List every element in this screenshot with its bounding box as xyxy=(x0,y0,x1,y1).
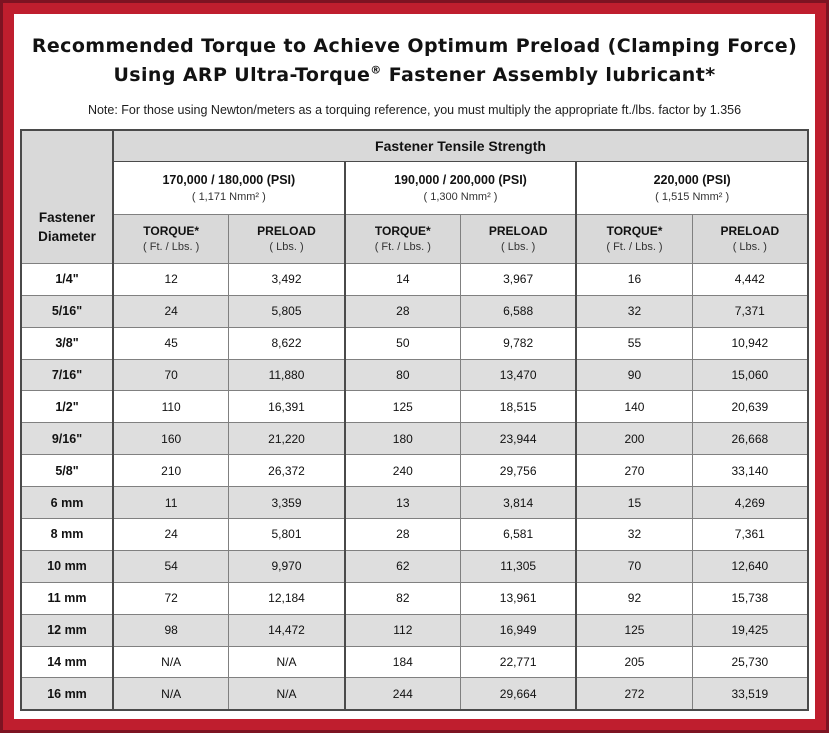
preload-cell: 12,184 xyxy=(229,582,345,614)
torque-cell: 16 xyxy=(576,263,692,295)
torque-cell: 70 xyxy=(113,359,229,391)
title-line-1: Recommended Torque to Achieve Optimum Preload (Clamping Force) xyxy=(31,35,798,57)
table-row xyxy=(21,295,808,327)
torque-preload-header-row xyxy=(21,214,808,263)
torque-cell: 32 xyxy=(576,519,692,551)
preload-cell: 11,305 xyxy=(460,550,576,582)
preload-cell: 15,738 xyxy=(692,582,808,614)
torque-cell: 13 xyxy=(345,487,461,519)
preload-cell: 3,967 xyxy=(460,263,576,295)
torque-cell: 98 xyxy=(113,614,229,646)
fastener-diameter-header: Fastener Diameter xyxy=(21,130,113,264)
title-line-2: Using ARP Ultra-Torque® Fastener Assembly lubricant* xyxy=(113,64,716,87)
table-row xyxy=(21,327,808,359)
torque-cell: 92 xyxy=(576,582,692,614)
preload-cell: 10,942 xyxy=(692,327,808,359)
torque-cell: 14 xyxy=(345,263,461,295)
torque-cell: 32 xyxy=(576,295,692,327)
preload-cell: 26,668 xyxy=(692,423,808,455)
preload-cell: 20,639 xyxy=(692,391,808,423)
preload-cell: 23,944 xyxy=(460,423,576,455)
torque-cell: 54 xyxy=(113,550,229,582)
preload-header: PRELOAD ( Lbs. ) xyxy=(692,214,808,263)
torque-cell: 24 xyxy=(113,519,229,551)
torque-header: TORQUE* ( Ft. / Lbs. ) xyxy=(576,214,692,263)
table-row xyxy=(21,646,808,678)
preload-cell: 9,782 xyxy=(460,327,576,359)
table-row xyxy=(21,359,808,391)
preload-cell: 33,140 xyxy=(692,455,808,487)
torque-cell: 272 xyxy=(576,678,692,710)
preload-cell: 14,472 xyxy=(229,614,345,646)
table-row xyxy=(21,487,808,519)
registered-mark: ® xyxy=(370,64,382,78)
preload-cell: 25,730 xyxy=(692,646,808,678)
torque-cell: 28 xyxy=(345,519,461,551)
preload-cell: 3,492 xyxy=(229,263,345,295)
diameter-cell: 8 mm xyxy=(21,519,113,551)
preload-cell: 19,425 xyxy=(692,614,808,646)
torque-header: TORQUE* ( Ft. / Lbs. ) xyxy=(345,214,461,263)
table-row xyxy=(21,614,808,646)
preload-cell: 18,515 xyxy=(460,391,576,423)
preload-cell: 29,756 xyxy=(460,455,576,487)
torque-cell: 125 xyxy=(576,614,692,646)
torque-cell: 50 xyxy=(345,327,461,359)
psi-label: 190,000 / 200,000 (PSI) xyxy=(394,172,527,187)
torque-cell: 80 xyxy=(345,359,461,391)
torque-cell: 270 xyxy=(576,455,692,487)
tensile-strength-header: Fastener Tensile Strength xyxy=(113,130,808,162)
nmm-label: ( 1,515 Nmm² ) xyxy=(655,190,730,203)
diameter-cell: 11 mm xyxy=(21,582,113,614)
preload-cell: 5,801 xyxy=(229,519,345,551)
preload-cell: 33,519 xyxy=(692,678,808,710)
preload-cell: 7,371 xyxy=(692,295,808,327)
torque-cell: 125 xyxy=(345,391,461,423)
nmm-label: ( 1,300 Nmm² ) xyxy=(423,190,498,203)
torque-cell: 180 xyxy=(345,423,461,455)
table-row xyxy=(21,423,808,455)
torque-cell: 24 xyxy=(113,295,229,327)
table-row xyxy=(21,582,808,614)
preload-cell: 11,880 xyxy=(229,359,345,391)
preload-cell: 22,771 xyxy=(460,646,576,678)
preload-cell: 3,359 xyxy=(229,487,345,519)
preload-cell: 6,588 xyxy=(460,295,576,327)
torque-cell: 90 xyxy=(576,359,692,391)
torque-cell: 11 xyxy=(113,487,229,519)
preload-cell: 3,814 xyxy=(460,487,576,519)
preload-cell: 4,442 xyxy=(692,263,808,295)
psi-group-3 xyxy=(576,161,808,214)
torque-cell: 160 xyxy=(113,423,229,455)
preload-cell: 8,622 xyxy=(229,327,345,359)
torque-header: TORQUE* ( Ft. / Lbs. ) xyxy=(113,214,229,263)
torque-cell: 140 xyxy=(576,391,692,423)
preload-cell: 12,640 xyxy=(692,550,808,582)
torque-cell: 55 xyxy=(576,327,692,359)
torque-cell: 28 xyxy=(345,295,461,327)
preload-cell: N/A xyxy=(229,646,345,678)
torque-cell: 82 xyxy=(345,582,461,614)
torque-cell: 112 xyxy=(345,614,461,646)
psi-label: 170,000 / 180,000 (PSI) xyxy=(162,172,296,187)
psi-group-2 xyxy=(345,161,577,214)
preload-cell: N/A xyxy=(229,678,345,710)
table-row xyxy=(21,263,808,295)
torque-cell: 12 xyxy=(113,263,229,295)
preload-cell: 21,220 xyxy=(229,423,345,455)
torque-cell: 210 xyxy=(113,455,229,487)
tensile-strength-row xyxy=(21,130,808,162)
diameter-cell: 7/16" xyxy=(21,359,113,391)
document-sheet xyxy=(14,14,815,719)
preload-cell: 16,949 xyxy=(460,614,576,646)
torque-cell: 244 xyxy=(345,678,461,710)
torque-cell: 184 xyxy=(345,646,461,678)
diameter-cell: 5/8" xyxy=(21,455,113,487)
torque-cell: N/A xyxy=(113,646,229,678)
diameter-cell: 1/4" xyxy=(21,263,113,295)
preload-cell: 9,970 xyxy=(229,550,345,582)
table-row xyxy=(21,550,808,582)
preload-cell: 13,470 xyxy=(460,359,576,391)
table-row xyxy=(21,678,808,710)
nmm-label: ( 1,171 Nmm² ) xyxy=(191,190,266,203)
table-row xyxy=(21,519,808,551)
preload-cell: 6,581 xyxy=(460,519,576,551)
torque-cell: 45 xyxy=(113,327,229,359)
preload-cell: 5,805 xyxy=(229,295,345,327)
torque-cell: N/A xyxy=(113,678,229,710)
preload-cell: 4,269 xyxy=(692,487,808,519)
torque-cell: 205 xyxy=(576,646,692,678)
torque-cell: 110 xyxy=(113,391,229,423)
torque-cell: 15 xyxy=(576,487,692,519)
preload-cell: 29,664 xyxy=(460,678,576,710)
note-text: Note: For those using Newton/meters as a torquing reference, you must multiply the appropriate ft./lbs. factor by 1.356 xyxy=(87,102,742,117)
psi-label: 220,000 (PSI) xyxy=(653,172,731,187)
table-row xyxy=(21,391,808,423)
preload-cell: 15,060 xyxy=(692,359,808,391)
psi-header-row xyxy=(21,161,808,214)
preload-cell: 26,372 xyxy=(229,455,345,487)
torque-table xyxy=(20,129,809,711)
diameter-cell: 3/8" xyxy=(21,327,113,359)
torque-cell: 200 xyxy=(576,423,692,455)
preload-cell: 13,961 xyxy=(460,582,576,614)
torque-cell: 240 xyxy=(345,455,461,487)
preload-cell: 16,391 xyxy=(229,391,345,423)
diameter-cell: 16 mm xyxy=(21,678,113,710)
diameter-cell: 6 mm xyxy=(21,487,113,519)
page-title xyxy=(20,32,809,91)
torque-cell: 62 xyxy=(345,550,461,582)
diameter-cell: 5/16" xyxy=(21,295,113,327)
diameter-cell: 9/16" xyxy=(21,423,113,455)
diameter-cell: 1/2" xyxy=(21,391,113,423)
diameter-cell: 10 mm xyxy=(21,550,113,582)
torque-cell: 70 xyxy=(576,550,692,582)
preload-header: PRELOAD ( Lbs. ) xyxy=(229,214,345,263)
psi-group-1 xyxy=(113,161,345,214)
diameter-cell: 14 mm xyxy=(21,646,113,678)
torque-cell: 72 xyxy=(113,582,229,614)
preload-cell: 7,361 xyxy=(692,519,808,551)
preload-header: PRELOAD ( Lbs. ) xyxy=(460,214,576,263)
diameter-cell: 12 mm xyxy=(21,614,113,646)
table-row xyxy=(21,455,808,487)
